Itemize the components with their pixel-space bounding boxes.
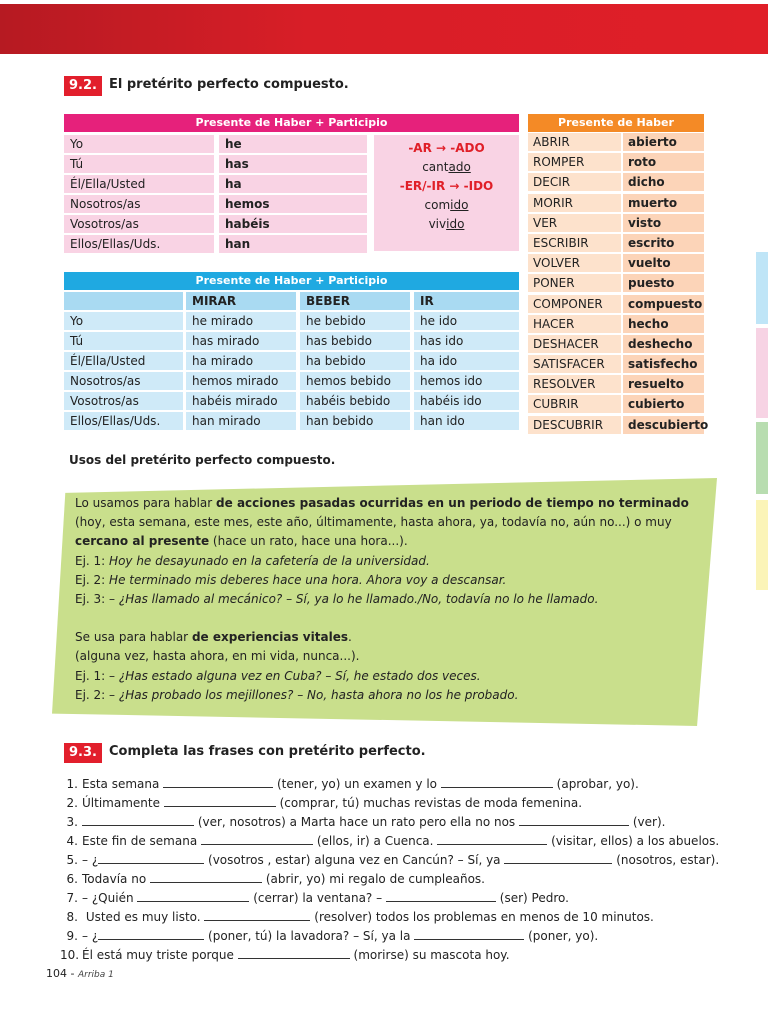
table-row — [528, 415, 709, 435]
verb-cell: RESOLVER — [528, 375, 621, 393]
table-cell: ha bebido — [300, 352, 410, 370]
verb-cell: DESHACER — [528, 335, 621, 353]
haber-column — [219, 135, 367, 255]
table-cell: he ido — [414, 312, 519, 330]
usos-text: Lo usamos para hablar — [75, 496, 217, 510]
pronoun-cell: Yo — [64, 135, 214, 153]
pronoun-cell: Vosotros/as — [64, 215, 214, 233]
participle-cell: visto — [623, 214, 704, 232]
participle-cell: satisfecho — [623, 355, 704, 373]
pronoun-column — [64, 135, 214, 255]
rule-ar: -AR → -ADO — [408, 141, 485, 155]
usos-emphasis: de acciones pasadas ocurridas en un periodo de tiempo no terminado — [216, 496, 689, 510]
table-cell: ha mirado — [186, 352, 296, 370]
usos-line — [75, 532, 695, 551]
participle-rule-box — [374, 135, 519, 251]
example-ir-stem: viv — [428, 217, 447, 231]
exercise-item — [60, 775, 740, 794]
usos-line — [75, 494, 695, 513]
exercise-number: 4. — [66, 834, 78, 848]
page-number: 104 — [46, 967, 67, 980]
example-label: Ej. 1: — [75, 668, 110, 683]
example-ar — [374, 158, 519, 177]
exercise-text: Usted es muy listo. — [82, 910, 201, 924]
table-row — [528, 273, 704, 293]
table-cell: hemos ido — [414, 372, 519, 390]
table-cell: habéis mirado — [186, 392, 296, 410]
example-text: Hoy he desayunado en la cafetería de la universidad. — [109, 553, 430, 568]
participle-cell: descubierto — [623, 416, 704, 434]
exercise-text: (poner, yo). — [528, 929, 599, 943]
section-title: Completa las frases con pretérito perfecto. — [109, 744, 426, 759]
table-row — [528, 233, 704, 253]
participle-cell: abierto — [623, 133, 704, 151]
verb-cell: DESCUBRIR — [528, 416, 621, 434]
exercise-text: Todavía no — [82, 872, 147, 886]
exercise-number: 2. — [66, 796, 78, 810]
usos-heading: Usos del pretérito perfecto compuesto. — [69, 453, 336, 467]
edge-tab-yellow — [756, 500, 768, 590]
answer-blank[interactable] — [386, 889, 496, 902]
usos-text: (hace un rato, hace una hora...). — [209, 534, 408, 549]
conjugation-table — [64, 272, 519, 432]
conjugation-table-header: Presente de Haber + Participio — [64, 272, 519, 290]
example-line — [75, 590, 695, 609]
pronoun-cell: Tú — [64, 332, 183, 350]
column-header: MIRAR — [186, 292, 296, 310]
example-ar-ending: ado — [448, 160, 471, 174]
table-row — [528, 374, 704, 394]
verb-cell: ROMPER — [528, 153, 621, 171]
participle-cell: escrito — [623, 234, 704, 252]
pronoun-cell: Nosotros/as — [64, 372, 183, 390]
table-cell: han mirado — [186, 412, 296, 430]
exercise-text: (aprobar, yo). — [556, 777, 639, 791]
exercise-item — [60, 813, 740, 832]
table-row — [64, 412, 519, 432]
exercise-text: Esta semana — [82, 777, 160, 791]
usos-line: (hoy, esta semana, este mes, este año, últimamente, hasta ahora, ya, todavía no, aún no...) o muy — [75, 515, 672, 530]
exercise-text: (comprar, tú) muchas revistas de moda femenina. — [279, 796, 583, 810]
exercise-number: 5. — [66, 853, 78, 867]
pronoun-cell: Nosotros/as — [64, 195, 214, 213]
example-text: – ¿Has estado alguna vez en Cuba? – Sí, he estado dos veces. — [109, 668, 481, 683]
section-badge: 9.2. — [64, 76, 102, 96]
table-cell: has ido — [414, 332, 519, 350]
answer-blank[interactable] — [163, 775, 273, 788]
edge-tab-blue — [756, 252, 768, 324]
verb-cell: ESCRIBIR — [528, 234, 621, 252]
table-row — [64, 392, 519, 412]
answer-blank[interactable] — [201, 832, 313, 845]
exercise-text: (morirse) su mascota hoy. — [353, 948, 510, 962]
answer-blank[interactable] — [204, 908, 310, 921]
section-badge: 9.3. — [64, 743, 102, 763]
table-cell: hemos mirado — [186, 372, 296, 390]
exercise-text: (ver). — [632, 815, 666, 829]
verb-cell: COMPONER — [528, 295, 621, 313]
example-ir-ending: ido — [446, 217, 465, 231]
usos-text: . — [347, 630, 352, 645]
exercise-text: (visitar, ellos) a los abuelos. — [551, 834, 720, 848]
answer-blank[interactable] — [238, 946, 350, 959]
answer-blank[interactable] — [137, 889, 249, 902]
pronoun-cell: Él/Ella/Usted — [64, 352, 183, 370]
verb-cell: PONER — [528, 274, 621, 292]
table-cell: has mirado — [186, 332, 296, 350]
book-title: Arriba 1 — [77, 970, 114, 980]
exercise-item — [60, 851, 740, 870]
table-row — [528, 334, 704, 354]
exercise-number: 3. — [66, 815, 78, 829]
answer-blank[interactable] — [98, 927, 204, 940]
table-row — [528, 394, 704, 414]
usos-box — [75, 494, 695, 705]
exercise-text: Últimamente — [82, 796, 160, 810]
table-row — [528, 253, 704, 273]
example-text: – ¿Has llamado al mecánico? – Sí, ya lo he llamado./No, todavía no lo he llamado. — [109, 592, 599, 607]
example-line — [75, 667, 695, 686]
usos-line — [75, 628, 695, 647]
exercise-text: – ¿ — [82, 853, 99, 867]
pronoun-cell: Ellos/Ellas/Uds. — [64, 235, 214, 253]
participle-cell: hecho — [623, 315, 704, 333]
exercise-list — [60, 775, 740, 965]
exercise-item — [60, 794, 740, 813]
table-row — [528, 354, 704, 374]
exercise-text: (cerrar) la ventana? – — [253, 891, 383, 905]
exercise-text: – ¿Quién — [82, 891, 134, 905]
table-row — [528, 193, 704, 213]
exercise-text: (tener, yo) un examen y lo — [277, 777, 437, 791]
answer-blank[interactable] — [82, 813, 194, 826]
answer-blank[interactable] — [504, 851, 612, 864]
verb-cell: SATISFACER — [528, 355, 621, 373]
footer-separator: - — [67, 967, 78, 980]
exercise-item — [60, 908, 740, 927]
answer-blank[interactable] — [164, 794, 276, 807]
answer-blank[interactable] — [150, 870, 262, 883]
pronoun-cell: Él/Ella/Usted — [64, 175, 214, 193]
exercise-item — [60, 870, 740, 889]
example-line — [75, 571, 695, 590]
conjugation-header-row — [64, 292, 519, 312]
example-er-stem: com — [424, 198, 451, 212]
answer-blank[interactable] — [437, 832, 547, 845]
haber-cell: hemos — [219, 195, 367, 213]
table-cell: has bebido — [300, 332, 410, 350]
exercise-text: Él está muy triste porque — [82, 948, 234, 962]
table-row — [528, 152, 704, 172]
example-text: – ¿Has probado los mejillones? – No, hasta ahora no los he probado. — [109, 687, 519, 702]
table-cell: he mirado — [186, 312, 296, 330]
verb-cell: ABRIR — [528, 133, 621, 151]
example-line — [75, 686, 695, 705]
table-row — [528, 132, 704, 152]
example-ir — [374, 215, 519, 234]
pronoun-cell: Ellos/Ellas/Uds. — [64, 412, 183, 430]
exercise-number: 7. — [66, 891, 78, 905]
participle-cell: cubierto — [623, 395, 704, 413]
verb-cell: VOLVER — [528, 254, 621, 272]
exercise-text: (vosotros , estar) alguna vez en Cancún? – Sí, ya — [208, 853, 501, 867]
example-ar-stem: cant — [422, 160, 449, 174]
participle-cell: dicho — [623, 173, 704, 191]
exercise-number: 1. — [66, 777, 78, 791]
column-header: BEBER — [300, 292, 410, 310]
haber-table-header: Presente de Haber + Participio — [64, 114, 519, 132]
example-text: He terminado mis deberes hace una hora. Ahora voy a descansar. — [109, 572, 507, 587]
page-footer — [46, 967, 114, 980]
participle-cell: muerto — [623, 194, 704, 212]
table-row — [528, 314, 704, 334]
table-cell: habéis bebido — [300, 392, 410, 410]
exercise-item — [60, 832, 740, 851]
pronoun-cell: Vosotros/as — [64, 392, 183, 410]
edge-tab-green — [756, 422, 768, 494]
exercise-text: (nosotros, estar). — [616, 853, 720, 867]
exercise-number: 8. — [66, 910, 78, 924]
exercise-text: (ver, nosotros) a Marta hace un rato pero ella no nos — [197, 815, 516, 829]
irregular-participles-table — [528, 114, 709, 435]
table-cell: ha ido — [414, 352, 519, 370]
exercise-number: 10. — [60, 948, 80, 962]
haber-cell: habéis — [219, 215, 367, 233]
participle-cell: deshecho — [623, 335, 704, 353]
haber-cell: has — [219, 155, 367, 173]
exercise-text: (poner, tú) la lavadora? – Sí, ya la — [208, 929, 411, 943]
table-row — [64, 312, 519, 332]
pronoun-cell: Tú — [64, 155, 214, 173]
example-line — [75, 552, 695, 571]
table-cell: hemos bebido — [300, 372, 410, 390]
table-row — [64, 372, 519, 392]
exercise-text: (abrir, yo) mi regalo de cumpleaños. — [265, 872, 485, 886]
exercise-text: (resolver) todos los problemas en menos de 10 minutos. — [314, 910, 654, 924]
example-label: Ej. 2: — [75, 572, 110, 587]
table-row — [64, 352, 519, 372]
exercise-text: (ellos, ir) a Cuenca. — [316, 834, 434, 848]
participle-cell: resuelto — [623, 375, 704, 393]
participle-cell: roto — [623, 153, 704, 171]
table-row — [528, 172, 704, 192]
usos-emphasis: de experiencias vitales — [191, 630, 348, 645]
example-er — [374, 196, 519, 215]
header-band — [0, 0, 768, 54]
exercise-number: 9. — [66, 929, 78, 943]
table-cell: habéis ido — [414, 392, 519, 410]
participle-cell: vuelto — [623, 254, 704, 272]
haber-table — [64, 114, 519, 272]
participle-cell: puesto — [623, 274, 704, 292]
verb-cell: DECIR — [528, 173, 621, 191]
exercise-number: 6. — [66, 872, 78, 886]
verb-cell: VER — [528, 214, 621, 232]
table-row — [528, 294, 704, 314]
verb-cell: MORIR — [528, 194, 621, 212]
haber-cell: han — [219, 235, 367, 253]
answer-blank[interactable] — [98, 851, 204, 864]
column-header: IR — [414, 292, 519, 310]
exercise-item — [60, 927, 740, 946]
empty-cell — [64, 292, 183, 310]
table-row — [64, 332, 519, 352]
exercise-item — [60, 889, 740, 908]
example-label: Ej. 2: — [75, 687, 110, 702]
edge-tab-pink — [756, 328, 768, 418]
example-label: Ej. 3: — [75, 592, 110, 607]
exercise-text: (ser) Pedro. — [499, 891, 569, 905]
pronoun-cell: Yo — [64, 312, 183, 330]
usos-text: Se usa para hablar — [75, 630, 192, 645]
haber-cell: he — [219, 135, 367, 153]
haber-cell: ha — [219, 175, 367, 193]
table-cell: han ido — [414, 412, 519, 430]
exercise-text: – ¿ — [82, 929, 99, 943]
verb-cell: HACER — [528, 315, 621, 333]
exercise-text: Este fin de semana — [82, 834, 198, 848]
example-er-ending: ido — [450, 198, 469, 212]
usos-emphasis: cercano al presente — [75, 534, 210, 549]
verb-cell: CUBRIR — [528, 395, 621, 413]
answer-blank[interactable] — [441, 775, 553, 788]
usos-line: (alguna vez, hasta ahora, en mi vida, nunca...). — [75, 649, 360, 664]
participle-cell: compuesto — [623, 295, 704, 313]
section-title: El pretérito perfecto compuesto. — [109, 77, 349, 92]
answer-blank[interactable] — [519, 813, 629, 826]
example-label: Ej. 1: — [75, 553, 110, 568]
table-cell: he bebido — [300, 312, 410, 330]
table-row — [528, 213, 704, 233]
answer-blank[interactable] — [414, 927, 524, 940]
table-cell: han bebido — [300, 412, 410, 430]
rule-er-ir: -ER/-IR → -IDO — [399, 179, 494, 193]
irregular-table-header: Presente de Haber — [528, 114, 704, 132]
exercise-item — [60, 946, 740, 965]
